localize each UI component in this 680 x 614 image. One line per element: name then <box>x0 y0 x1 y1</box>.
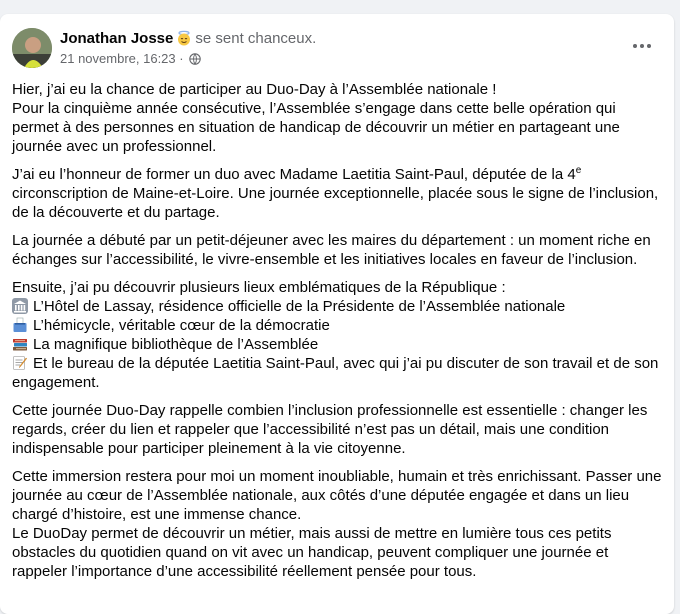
list-item <box>12 316 664 335</box>
feeling-text: se sent chanceux. <box>195 30 317 47</box>
list-item <box>12 335 664 354</box>
list-item-text: L’Hôtel de Lassay, résidence officielle de la Présidente de l’Assemblée nationale <box>33 298 566 315</box>
paragraph-text: circonscription de Maine-et-Loire. Une journée exceptionnelle, placée sous le signe de l’inclusion, de la découverte et du partage. <box>12 185 659 221</box>
paragraph-line: Hier, j’ai eu la chance de participer au Duo-Day à l’Assemblée nationale ! <box>12 81 497 98</box>
paragraph-2 <box>12 165 664 222</box>
meta-separator: · <box>179 51 184 66</box>
paragraph-line: Le DuoDay permet de découvrir un métier, mais aussi de mettre en lumière tous ces petits obstacles du quotidien quand on vit avec un handicap, peuvent compliquer une journée et rappeler l’importance d’une accessibilité réellement pensée pour tous. <box>12 525 612 580</box>
paragraph-5: Cette journée Duo-Day rappelle combien l’inclusion professionnelle est essentielle : changer les regards, créer du lien et rappeler que l’accessibilité n’est pas un détail, mais une condition indispensable pour participer pleinement à la vie citoyenne. <box>12 402 648 457</box>
more-options-icon <box>632 43 652 49</box>
paragraph-line: Cette immersion restera pour moi un moment inoubliable, humain et très enrichissant. Passer une journée au cœur de l’Assemblée nationale, aux côtés d’une députée engagée et dans un lieu chargé d’histoire, est une immense chance. <box>12 468 662 523</box>
paragraph-line: Pour la cinquième année consécutive, l’Assemblée s’engage dans cette belle opération qui permet à des personnes en situation de handicap de découvrir un métier en partageant une journée avec un professionnel. <box>12 100 620 155</box>
author-line <box>60 30 316 50</box>
list-item <box>12 297 664 316</box>
ballot-box-icon <box>12 317 28 333</box>
list-item-text: L’hémicycle, véritable cœur de la démocratie <box>33 317 330 334</box>
more-options-button[interactable] <box>624 32 660 60</box>
post-header <box>12 28 660 70</box>
paragraph-4 <box>12 278 664 392</box>
author-name[interactable]: Jonathan Josse <box>60 30 174 47</box>
paragraph-6 <box>12 467 664 581</box>
classical-building-icon <box>12 298 28 314</box>
paragraph-text: J’ai eu l’honneur de former un duo avec Madame Laetitia Saint-Paul, députée de la 4 <box>12 166 576 183</box>
list-item <box>12 354 664 392</box>
paragraph-1 <box>12 80 664 156</box>
books-icon <box>12 336 28 352</box>
smiling-face-with-halo-icon <box>176 30 192 50</box>
post-date[interactable]: 21 novembre, 16:23 <box>60 51 176 66</box>
post-card <box>0 14 674 614</box>
ordinal-suffix: e <box>575 165 582 176</box>
globe-icon[interactable] <box>189 53 201 65</box>
list-item-text: La magnifique bibliothèque de l’Assemblée <box>33 336 319 353</box>
post-body <box>12 80 664 590</box>
list-intro: Ensuite, j’ai pu découvrir plusieurs lieux emblématiques de la République : <box>12 279 506 296</box>
memo-icon <box>12 355 28 371</box>
post-meta <box>60 51 201 66</box>
list-item-text: Et le bureau de la députée Laetitia Saint-Paul, avec qui j’ai pu discuter de son travail et de son engagement. <box>12 355 659 391</box>
paragraph-3: La journée a débuté par un petit-déjeuner avec les maires du département : un moment riche en échanges sur l’accessibilité, le vivre-ensemble et les initiatives locales en faveur de l’inclusion. <box>12 232 651 268</box>
avatar[interactable] <box>12 28 52 68</box>
